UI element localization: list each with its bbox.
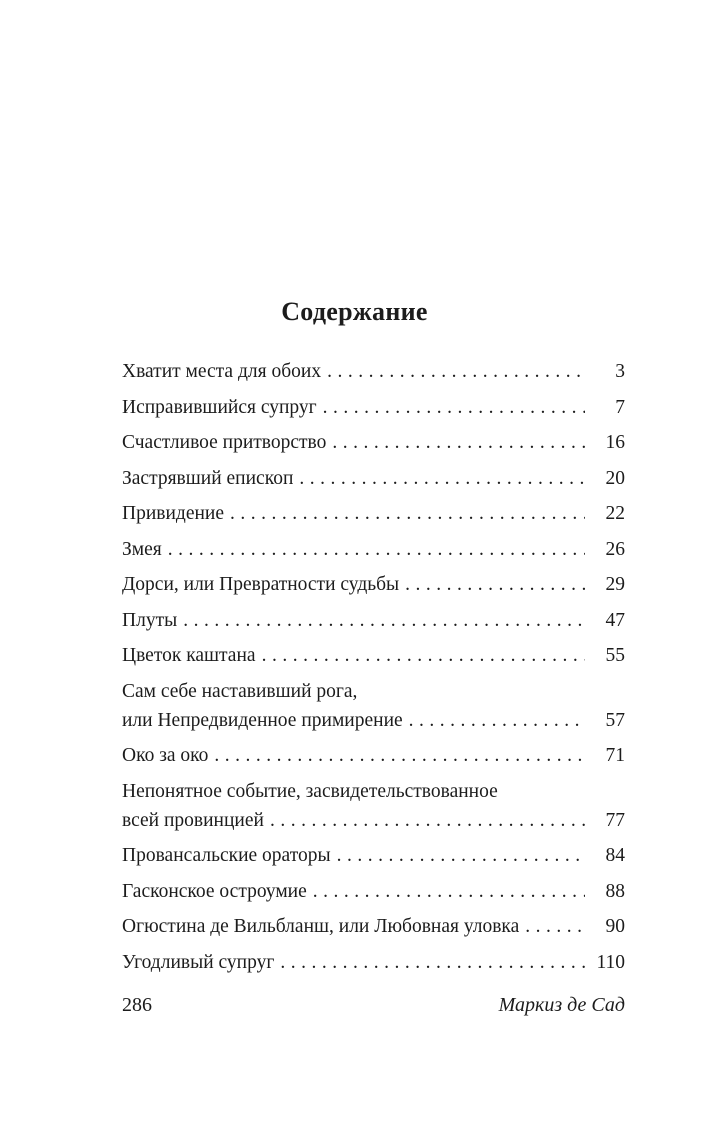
dot-leader xyxy=(323,393,585,422)
toc-entry-title: Цветок каштана xyxy=(122,645,256,666)
toc-entry-line xyxy=(122,912,625,941)
toc-entry-line xyxy=(122,393,625,422)
toc-entry-line xyxy=(122,706,625,735)
page-title: Содержание xyxy=(281,297,428,326)
toc-entry-line xyxy=(122,464,625,493)
dot-leader xyxy=(280,948,585,977)
toc-entry-title: Хватит места для обоих xyxy=(122,361,322,382)
toc-entry-page: 88 xyxy=(605,880,625,902)
toc-entry-title: Змея xyxy=(122,538,162,560)
toc-entry xyxy=(122,393,625,422)
page-footer xyxy=(122,991,625,1020)
toc-entry-title: Огюстина де Вильбланш, или Любовная уловка xyxy=(122,916,520,937)
toc-entry xyxy=(122,677,625,735)
toc-entry-page: 71 xyxy=(605,745,625,766)
dot-leader xyxy=(262,641,585,670)
toc-entry-line xyxy=(122,841,625,870)
toc-entry-line xyxy=(122,806,625,835)
toc-entry xyxy=(122,641,625,670)
toc-entry-line xyxy=(122,535,625,564)
toc-entry-page: 16 xyxy=(605,432,625,453)
toc-entry-title: всей провинцией xyxy=(122,809,264,831)
page-number: 286 xyxy=(122,994,152,1016)
toc-entry xyxy=(122,948,625,977)
dot-leader xyxy=(405,570,585,599)
toc-entry-page: 84 xyxy=(605,845,625,866)
dot-leader xyxy=(525,912,585,941)
dot-leader xyxy=(270,806,585,835)
toc-entry-title: Провансальские ораторы xyxy=(122,845,331,866)
toc-entry-page: 77 xyxy=(605,809,625,831)
dot-leader xyxy=(214,741,585,770)
toc-entry-page: 29 xyxy=(605,574,625,595)
toc-entry-page: 3 xyxy=(615,361,625,382)
toc-entry-page: 47 xyxy=(605,609,625,631)
toc-entry-title: Дорси, или Превратности судьбы xyxy=(122,574,400,595)
toc-entry xyxy=(122,428,625,457)
toc-entry-page: 7 xyxy=(615,396,625,418)
toc-entry-line xyxy=(122,570,625,599)
toc-entry-line xyxy=(122,877,625,906)
toc-entry xyxy=(122,535,625,564)
toc-entry-line xyxy=(122,677,625,706)
toc-entry-page: 110 xyxy=(596,951,625,973)
toc-entry-line xyxy=(122,948,625,977)
toc-entry-page: 20 xyxy=(605,467,625,489)
toc-entry-title: Угодливый супруг xyxy=(122,951,275,973)
toc-entry-title: или Непредвиденное примирение xyxy=(122,709,403,731)
dot-leader xyxy=(327,357,585,386)
toc-entry-page: 55 xyxy=(605,645,625,666)
dot-leader xyxy=(299,464,585,493)
toc-entry-line xyxy=(122,499,625,528)
toc-entry-title: Плуты xyxy=(122,609,178,631)
toc-entry-title: Непонятное событие, засвидетельствованное xyxy=(122,780,498,802)
dot-leader xyxy=(183,606,585,635)
dot-leader xyxy=(168,535,585,564)
dot-leader xyxy=(230,499,585,528)
toc-entry xyxy=(122,464,625,493)
toc-entry-line xyxy=(122,741,625,770)
toc-entry xyxy=(122,570,625,599)
toc-entry xyxy=(122,841,625,870)
toc-entry-title: Око за око xyxy=(122,745,209,766)
toc-entry-title: Сам себе наставивший рога, xyxy=(122,680,358,702)
toc-entry-page: 22 xyxy=(605,503,625,524)
dot-leader xyxy=(313,877,585,906)
toc-entry-line xyxy=(122,606,625,635)
toc-entry-title: Счастливое притворство xyxy=(122,432,327,453)
toc-entry-line xyxy=(122,641,625,670)
toc-entry-page: 90 xyxy=(605,916,625,937)
toc-entry-line xyxy=(122,428,625,457)
toc-entry-title: Исправившийся супруг xyxy=(122,396,317,418)
toc-entry-title: Привидение xyxy=(122,503,225,524)
toc-entry xyxy=(122,357,625,386)
toc-entry-line xyxy=(122,777,625,806)
toc-entry xyxy=(122,606,625,635)
dot-leader xyxy=(409,706,585,735)
toc-entry xyxy=(122,912,625,941)
dot-leader xyxy=(332,428,585,457)
toc-entry-page: 57 xyxy=(605,709,625,731)
toc-list xyxy=(122,357,625,983)
toc-entry xyxy=(122,877,625,906)
author-name: Маркиз де Сад xyxy=(498,994,625,1016)
toc-entry xyxy=(122,741,625,770)
toc-entry-title: Застрявший епископ xyxy=(122,467,294,489)
toc-entry-page: 26 xyxy=(605,538,625,560)
dot-leader xyxy=(337,841,585,870)
toc-entry xyxy=(122,499,625,528)
toc-entry-line xyxy=(122,357,625,386)
toc-entry-title: Гасконское остроумие xyxy=(122,880,307,902)
toc-entry xyxy=(122,777,625,835)
